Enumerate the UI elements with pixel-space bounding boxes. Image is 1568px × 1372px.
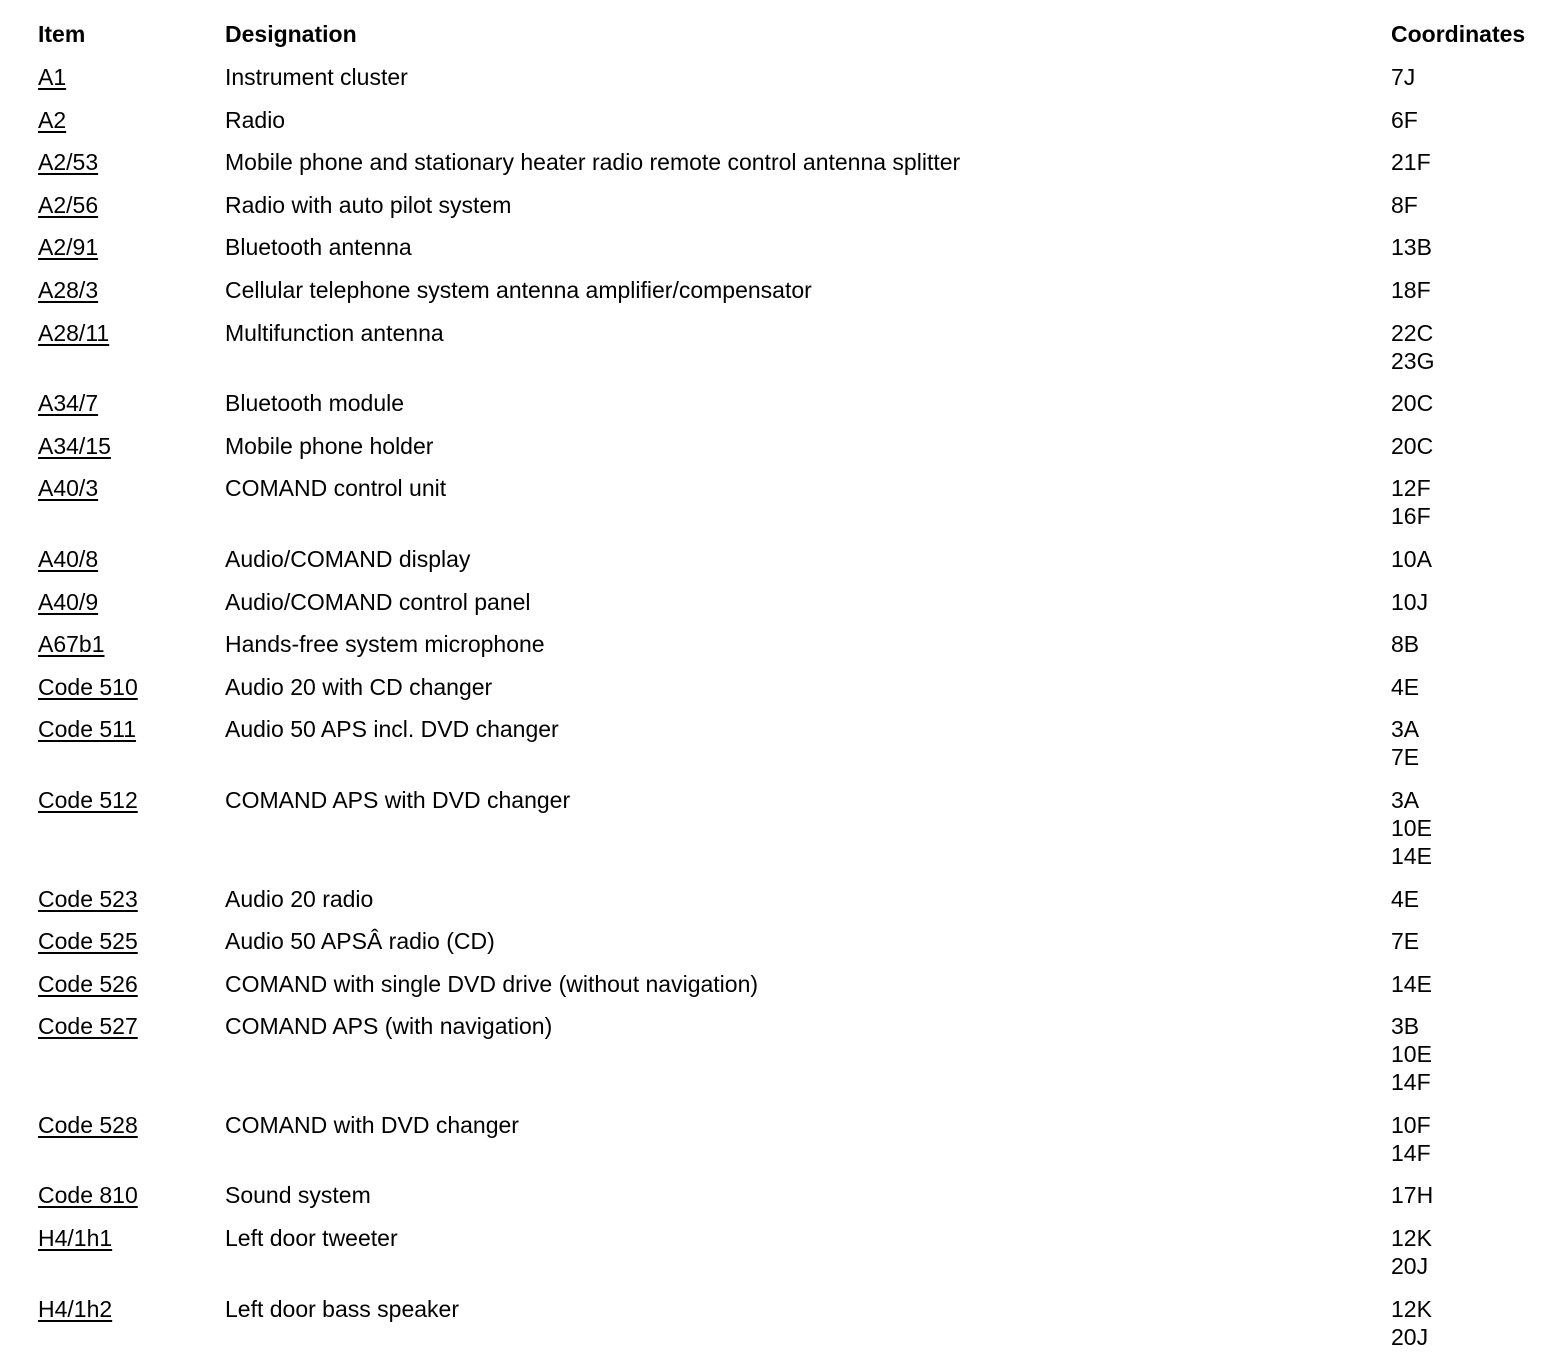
item-cell bbox=[38, 786, 225, 885]
coordinates-cell bbox=[1391, 63, 1553, 106]
coordinate-value: 17H bbox=[1391, 1182, 1434, 1209]
coordinates-cell bbox=[1391, 545, 1553, 588]
item-link[interactable]: Code 526 bbox=[38, 970, 138, 997]
item-cell bbox=[38, 1295, 225, 1366]
table-row bbox=[38, 715, 1553, 786]
designation-cell: Radio bbox=[225, 106, 286, 133]
coordinate-value: 23G bbox=[1391, 347, 1435, 374]
item-link[interactable]: A2/91 bbox=[38, 234, 99, 261]
designation-column-header: Designation bbox=[225, 21, 357, 47]
coordinate-value: 14F bbox=[1391, 1069, 1431, 1096]
coordinate-value: 22C bbox=[1391, 319, 1434, 346]
designation-cell: Radio with auto pilot system bbox=[225, 191, 512, 218]
item-cell bbox=[38, 1181, 225, 1224]
coordinates-cell bbox=[1391, 233, 1553, 276]
table-body bbox=[38, 63, 1553, 1365]
designation-cell: COMAND APS with DVD changer bbox=[225, 786, 571, 813]
coordinate-value: 3A bbox=[1391, 716, 1420, 743]
item-cell bbox=[38, 148, 225, 191]
table-row bbox=[38, 432, 1553, 475]
coordinate-value: 12K bbox=[1391, 1225, 1432, 1252]
coordinate-value: 10A bbox=[1391, 545, 1432, 572]
designation-cell: Left door tweeter bbox=[225, 1225, 398, 1252]
item-cell bbox=[38, 233, 225, 276]
item-link[interactable]: A67b1 bbox=[38, 631, 105, 658]
item-cell bbox=[38, 106, 225, 149]
item-link[interactable]: A34/7 bbox=[38, 390, 99, 417]
coordinates-cell bbox=[1391, 1224, 1553, 1295]
coordinates-cell bbox=[1391, 319, 1553, 390]
table-row bbox=[38, 1111, 1553, 1182]
designation-cell: Mobile phone holder bbox=[225, 432, 434, 459]
table-row bbox=[38, 673, 1553, 716]
header-row bbox=[38, 20, 1553, 63]
designation-cell: Audio/COMAND display bbox=[225, 545, 471, 572]
table-row bbox=[38, 927, 1553, 970]
table-row bbox=[38, 545, 1553, 588]
item-link[interactable]: A2/53 bbox=[38, 149, 99, 176]
designation-cell: Hands-free system microphone bbox=[225, 631, 545, 658]
coordinate-value: 6F bbox=[1391, 106, 1418, 133]
table-header bbox=[38, 20, 1553, 63]
coordinates-cell bbox=[1391, 1012, 1553, 1111]
coordinates-cell bbox=[1391, 106, 1553, 149]
coordinate-value: 4E bbox=[1391, 885, 1420, 912]
item-cell bbox=[38, 191, 225, 234]
item-link[interactable]: Code 512 bbox=[38, 786, 138, 813]
item-cell bbox=[38, 1012, 225, 1111]
coordinate-value: 21F bbox=[1391, 149, 1431, 176]
coordinate-value: 12F bbox=[1391, 475, 1431, 502]
coordinate-value: 18F bbox=[1391, 276, 1431, 303]
coordinate-value: 16F bbox=[1391, 503, 1431, 530]
designation-cell: Mobile phone and stationary heater radio remote control antenna splitter bbox=[225, 149, 961, 176]
item-link[interactable]: Code 523 bbox=[38, 885, 138, 912]
designation-cell: COMAND with DVD changer bbox=[225, 1111, 519, 1138]
item-cell bbox=[38, 545, 225, 588]
coordinate-value: 14E bbox=[1391, 842, 1432, 869]
item-cell bbox=[38, 715, 225, 786]
coordinate-value: 14E bbox=[1391, 970, 1432, 997]
table-row bbox=[38, 1295, 1553, 1366]
item-cell bbox=[38, 474, 225, 545]
table-row bbox=[38, 1181, 1553, 1224]
item-link[interactable]: Code 510 bbox=[38, 673, 138, 700]
table-row bbox=[38, 970, 1553, 1013]
designation-cell: Instrument cluster bbox=[225, 64, 408, 90]
table-row bbox=[38, 474, 1553, 545]
item-cell bbox=[38, 630, 225, 673]
designation-cell: Audio 20 with CD changer bbox=[225, 673, 493, 700]
item-link[interactable]: A40/3 bbox=[38, 475, 99, 502]
coordinate-value: 8B bbox=[1391, 631, 1420, 658]
item-link[interactable]: A34/15 bbox=[38, 432, 111, 459]
coordinates-cell bbox=[1391, 786, 1553, 885]
table-row bbox=[38, 786, 1553, 885]
coordinates-cell bbox=[1391, 148, 1553, 191]
table-row bbox=[38, 885, 1553, 928]
coordinate-value: 8F bbox=[1391, 191, 1418, 218]
item-link[interactable]: A2 bbox=[38, 106, 67, 133]
coordinate-value: 3B bbox=[1391, 1013, 1420, 1040]
item-link[interactable]: Code 525 bbox=[38, 928, 138, 955]
coordinates-cell bbox=[1391, 715, 1553, 786]
coordinate-value: 10F bbox=[1391, 1111, 1431, 1138]
coordinates-cell bbox=[1391, 191, 1553, 234]
designation-cell: COMAND control unit bbox=[225, 475, 447, 502]
item-cell bbox=[38, 1224, 225, 1295]
coordinates-cell bbox=[1391, 588, 1553, 631]
coordinates-cell bbox=[1391, 630, 1553, 673]
coordinates-cell bbox=[1391, 389, 1553, 432]
item-link[interactable]: A40/8 bbox=[38, 545, 99, 572]
table-row bbox=[38, 1012, 1553, 1111]
table-row bbox=[38, 233, 1553, 276]
designation-cell: Sound system bbox=[225, 1182, 371, 1209]
item-cell bbox=[38, 276, 225, 319]
item-link[interactable]: Code 810 bbox=[38, 1182, 138, 1209]
item-link[interactable]: A28/3 bbox=[38, 276, 99, 303]
table-row bbox=[38, 276, 1553, 319]
coordinates-cell bbox=[1391, 885, 1553, 928]
coordinate-value: 14F bbox=[1391, 1139, 1431, 1166]
designation-cell: Bluetooth module bbox=[225, 390, 405, 417]
table-row bbox=[38, 588, 1553, 631]
designation-cell: Bluetooth antenna bbox=[225, 234, 412, 261]
coordinate-value: 7E bbox=[1391, 928, 1420, 955]
coordinates-cell bbox=[1391, 1181, 1553, 1224]
item-link[interactable]: H4/1h2 bbox=[38, 1295, 113, 1322]
designation-cell: Left door bass speaker bbox=[225, 1295, 459, 1322]
item-cell bbox=[38, 970, 225, 1013]
table-row bbox=[38, 106, 1553, 149]
coordinates-cell bbox=[1391, 1111, 1553, 1182]
coordinate-value: 7J bbox=[1391, 64, 1416, 90]
table-row bbox=[38, 148, 1553, 191]
designation-cell: Cellular telephone system antenna amplifier/compensator bbox=[225, 276, 812, 303]
designation-cell: Audio 50 APS incl. DVD changer bbox=[225, 716, 559, 743]
table-row bbox=[38, 191, 1553, 234]
coordinate-value: 20C bbox=[1391, 390, 1434, 417]
coordinates-cell bbox=[1391, 673, 1553, 716]
item-cell bbox=[38, 927, 225, 970]
item-cell bbox=[38, 673, 225, 716]
coordinates-cell bbox=[1391, 474, 1553, 545]
item-column-header: Item bbox=[38, 21, 86, 47]
table-row bbox=[38, 319, 1553, 390]
item-link[interactable]: A40/9 bbox=[38, 588, 99, 615]
coordinates-cell bbox=[1391, 276, 1553, 319]
coordinate-value: 20C bbox=[1391, 432, 1434, 459]
designation-cell: COMAND with single DVD drive (without navigation) bbox=[225, 970, 759, 997]
coordinates-cell bbox=[1391, 927, 1553, 970]
item-link[interactable]: Code 511 bbox=[38, 716, 137, 743]
coordinate-value: 10J bbox=[1391, 588, 1429, 615]
coordinate-value: 10E bbox=[1391, 1041, 1432, 1068]
table-row bbox=[38, 630, 1553, 673]
designation-cell: Audio/COMAND control panel bbox=[225, 588, 531, 615]
coordinate-value: 10E bbox=[1391, 814, 1432, 841]
coordinates-cell bbox=[1391, 970, 1553, 1013]
coordinate-value: 12K bbox=[1391, 1295, 1432, 1322]
coordinate-value: 7E bbox=[1391, 744, 1420, 771]
table-row bbox=[38, 389, 1553, 432]
designation-cell: Audio 50 APSÂ radio (CD) bbox=[225, 928, 495, 955]
coordinate-value: 20J bbox=[1391, 1253, 1429, 1280]
item-link[interactable]: Code 528 bbox=[38, 1111, 138, 1138]
coordinates-column-header: Coordinates bbox=[1391, 21, 1526, 47]
item-link[interactable]: A1 bbox=[38, 64, 67, 90]
coordinate-value: 4E bbox=[1391, 673, 1420, 700]
coordinate-value: 13B bbox=[1391, 234, 1432, 261]
component-legend-table bbox=[38, 20, 1553, 1365]
coordinates-cell bbox=[1391, 432, 1553, 475]
item-cell bbox=[38, 389, 225, 432]
coordinate-value: 20J bbox=[1391, 1323, 1429, 1350]
table-row bbox=[38, 63, 1553, 106]
item-cell bbox=[38, 319, 225, 390]
item-link[interactable]: A28/11 bbox=[38, 319, 110, 346]
item-cell bbox=[38, 885, 225, 928]
item-cell bbox=[38, 63, 225, 106]
designation-cell: Multifunction antenna bbox=[225, 319, 444, 346]
coordinates-cell bbox=[1391, 1295, 1553, 1366]
coordinate-value: 3A bbox=[1391, 786, 1420, 813]
item-link[interactable]: Code 527 bbox=[38, 1013, 138, 1040]
item-link[interactable]: A2/56 bbox=[38, 191, 99, 218]
designation-cell: COMAND APS (with navigation) bbox=[225, 1013, 553, 1040]
item-cell bbox=[38, 432, 225, 475]
item-link[interactable]: H4/1h1 bbox=[38, 1225, 113, 1252]
item-cell bbox=[38, 588, 225, 631]
item-cell bbox=[38, 1111, 225, 1182]
table-row bbox=[38, 1224, 1553, 1295]
designation-cell: Audio 20 radio bbox=[225, 885, 374, 912]
